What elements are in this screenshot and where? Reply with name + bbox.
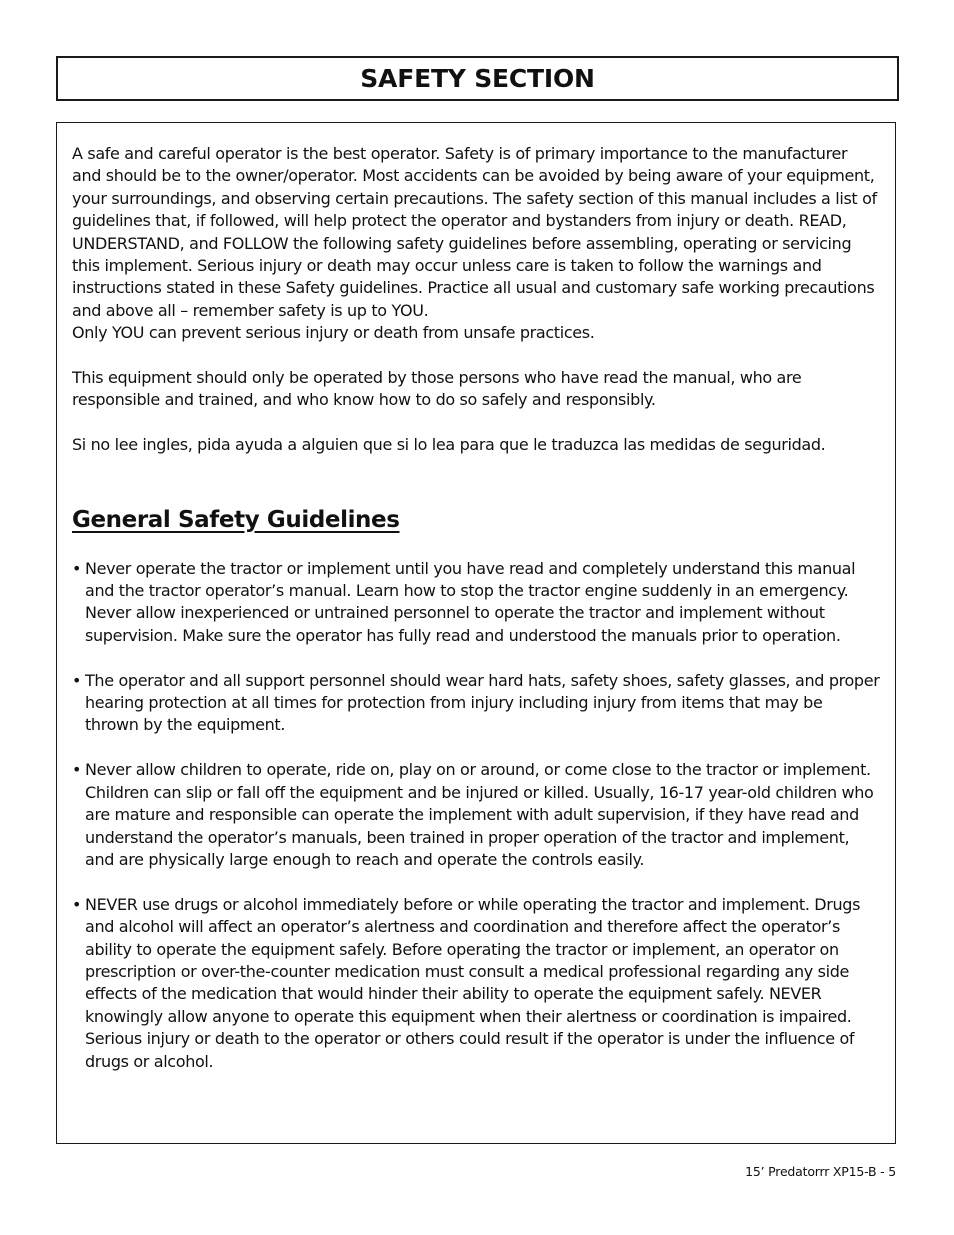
guideline-text: NEVER use drugs or alcohol immediately before or while operating the tractor and implement. Drugs and alcohol will affect an operator’s alertness and coordination and therefore affect the operator’s ability to operate the equipment safely. Before operating the tractor or implement, an operator on prescription or over-the-counter medication must consult a medical professional regarding any side effects of the medication that would hinder their ability to operate the equipment safely. NEVER knowingly allow anyone to operate this equipment when their alertness or coordination is impaired. Serious injury or death to the operator or others could result if the operator is under the influence of drugs or alcohol. [85, 894, 861, 1071]
guideline-text: Never operate the tractor or implement until you have read and completely understand this manual and the tractor operator’s manual. Learn how to stop the tractor engine suddenly in an emergency. Never allow inexperienced or untrained personnel to operate the tractor and implement without supervision. Make sure the operator has fully read and understood the manuals prior to operation. [85, 558, 856, 645]
guideline-bullet [72, 894, 880, 1073]
operator-requirement-paragraph: This equipment should only be operated by those persons who have read the manual, who are responsible and trained, and who know how to do so safely and responsibly. [72, 368, 802, 410]
paragraph-spacer [72, 412, 880, 434]
bullet-marker: • [72, 558, 82, 578]
guideline-bullet [72, 759, 880, 871]
spanish-notice-paragraph: Si no lee ingles, pida ayuda a alguien que si lo lea para que le traduzca las medidas de seguridad. [72, 435, 826, 455]
bullet-marker: • [72, 670, 82, 690]
guideline-text: Never allow children to operate, ride on, play on or around, or come close to the tractor or implement. Children can slip or fall off the equipment and be injured or killed. Usually, 16-17 year-old children who are mature and responsible can operate the implement with adult supervision, if they have read and understand the operator’s manuals, been trained in proper operation of the tractor and implement, and are physically large enough to reach and operate the controls easily. [85, 760, 874, 869]
bullet-marker: • [72, 894, 82, 914]
guideline-text: The operator and all support personnel should wear hard hats, safety shoes, safety glasses, and proper hearing protection at all times for protection from injury including injury from items that may be thrown by the equipment. [85, 670, 880, 735]
bullet-marker: • [72, 760, 82, 780]
guideline-bullet [72, 558, 880, 648]
intro-paragraph: A safe and careful operator is the best operator. Safety is of primary importance to the manufacturer and should be to the owner/operator. Most accidents can be avoided by being aware of your equipment, your surroundings, and observing certain precautions. The safety section of this manual includes a list of guidelines that, if followed, will help protect the operator and bystanders from injury or death. READ, UNDERSTAND, and FOLLOW the following safety guidelines before assembling, operating or servicing this implement. Serious injury or death may occur unless care is taken to follow the warnings and instructions stated in these Safety guidelines. Practice all usual and customary safe working precautions and above all – remember safety is up to YOU. [72, 144, 877, 320]
section-title-box [56, 56, 899, 101]
page-footer: 15’ Predatorrr XP15-B - 5 [745, 1164, 896, 1179]
page-title: SAFETY SECTION [360, 64, 595, 93]
bullet-spacer [72, 871, 880, 893]
bullet-spacer [72, 647, 880, 669]
guideline-bullet [72, 670, 880, 737]
intro-emphasis-paragraph: Only YOU can prevent serious injury or death from unsafe practices. [72, 323, 595, 343]
content-box [56, 122, 896, 1144]
paragraph-spacer [72, 345, 880, 367]
section-heading: General Safety Guidelines [72, 506, 400, 533]
bullet-spacer [72, 737, 880, 759]
